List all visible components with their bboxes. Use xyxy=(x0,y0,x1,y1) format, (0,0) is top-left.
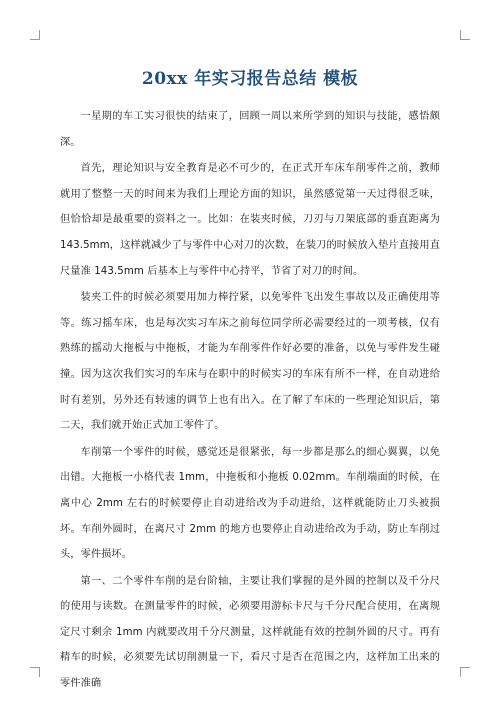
paragraph-2: 首先，理论知识与安全教育是必不可少的，在正式开车床车削零件之前，教师就用了整整一天的时间来为我们上理论方面的知识，虽然感觉第一天过得很乏味，但恰恰却是最重要的资料之一。比如：在装夹时候，刀刃与刀架底部的垂直距离为 143.5mm，这样就减少了与零件中心对刀的次数，在装刀的时候放入垫片直接用直尺量准 143.5mm 后基本上与零件中心持平，节省了对刀的时间。 xyxy=(60,163,440,277)
crop-mark-top-right xyxy=(460,30,470,40)
crop-mark-bottom-left xyxy=(30,667,40,677)
paragraph-3: 装夹工件的时候必须要用加力棒拧紧，以免零件飞出发生事故以及正确使用等等。练习摇车床，也是每次实习车床之前每位同学所必需要经过的一项考核，仅有熟练的摇动大拖板与中拖板，才能为车削零件作好必要的准备，以免与零件发生碰撞。因为这次我们实习的车床与在职中的时候实习的车床有所不一样，在自动进给时有差别，另外还有转速的调节上也有出入。在了解了车床的一些理论知识后，第二天，我们就开始正式加工零件了。 xyxy=(60,292,440,432)
paragraph-5: 第一、二个零件车削的是台阶轴，主要让我们掌握的是外圆的控制以及千分尺的使用与读数。在测量零件的时候，必须要用游标卡尺与千分尺配合使用，在离规定尺寸剩余 1mm 内就要改用千分尺测量，这样就能有效的控制外圆的尺寸。再有精车的时候，必须要先试切削测量一下，看尺寸是否在范围之内，这样加工出来的零件准确 xyxy=(60,575,440,690)
paragraph-4: 车削第一个零件的时候，感觉还是很紧张，每一步都是那么的细心翼翼，以免出错。大拖板一小格代表 1mm，中拖板和小拖板 0.02mm。车削端面的时候，在离中心 2mm 左右的时候要停止自动进给改为手动进给，这样就能防止刀头被损坏。车削外圆时，在离尺寸 2mm 的地方也要停止自动进给改为手动，防止车削过头，零件损坏。 xyxy=(60,446,440,561)
document-body xyxy=(60,104,440,698)
document-title: 20xx 年实习报告总结 模板 xyxy=(141,69,359,89)
paragraph-1: 一星期的车工实习很快的结束了，回顾一周以来所学到的知识与技能，感悟颇深。 xyxy=(60,111,440,148)
crop-mark-top-left xyxy=(30,30,40,40)
crop-mark-bottom-right xyxy=(460,667,470,677)
